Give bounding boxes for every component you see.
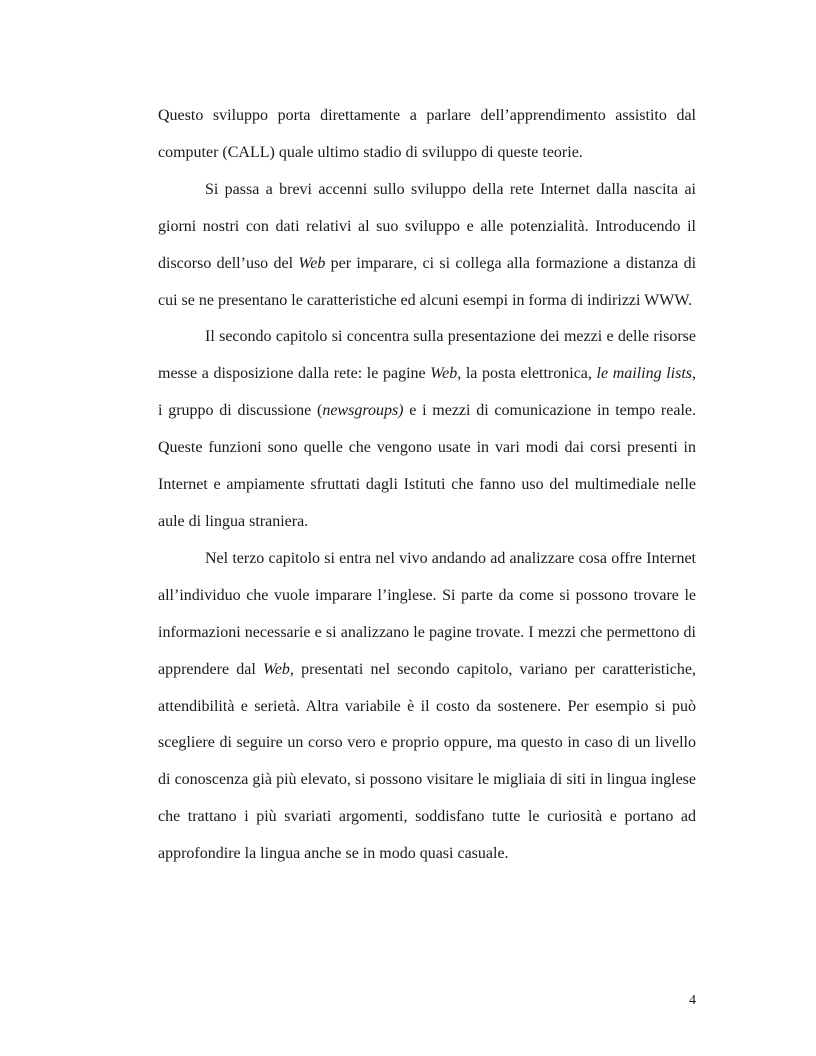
paragraph-text: Questo sviluppo porta direttamente a parlare dell’apprendimento assistito dal computer (CALL) quale ultimo stadio di sviluppo di queste teorie. xyxy=(158,107,696,161)
document-body xyxy=(158,98,696,873)
paragraph-text: per imparare, ci si collega alla formazione a distanza di cui se ne presentano le caratteristiche ed alcuni esempi in forma di indirizzi WWW. xyxy=(158,254,697,309)
paragraph-2 xyxy=(158,172,696,320)
italic-term: Web xyxy=(298,254,326,272)
italic-term: Web xyxy=(430,365,458,383)
paragraph-text: Nel terzo capitolo si entra nel vivo andando ad analizzare cosa offre Internet all’individuo che vuole imparare l’inglese. Si parte da come si possono trovare le informazioni necessarie e si analizzano le pagine trovate. I mezzi che permettono di apprendere dal xyxy=(158,549,696,678)
paragraph-text: Si passa a brevi accenni sullo sviluppo della rete Internet dalla nascita ai giorni nostri con dati relativi al suo sviluppo e alle potenzialità. Introducendo il discorso dell’uso del xyxy=(158,180,696,272)
paragraph-4 xyxy=(158,541,696,873)
paragraph-text: e i mezzi di comunicazione in tempo reale. Queste funzioni sono quelle che vengono usate in vari modi dai corsi presenti in Internet e ampiamente sfruttati dagli Istituti che fanno uso del multimediale nelle aule di lingua straniera. xyxy=(158,402,697,530)
paragraph-text: , la posta elettronica, xyxy=(457,365,597,383)
italic-term: le mailing lists xyxy=(596,365,692,383)
paragraph-text: presentati nel secondo capitolo, variano per caratteristiche, attendibilità e serietà. Altra variabile è il costo da sostenere. Per esempio si può scegliere di seguire un corso vero e proprio oppure, ma questo in caso di un livello di conoscenza già più elevato, si possono visitare le migliaia di siti in lingua inglese che trattano i più svariati argomenti, soddisfano tutte le curiosità e portano ad approfondire la lingua anche se in modo quasi casuale. xyxy=(158,660,697,863)
italic-term: newsgroups) xyxy=(322,402,404,420)
paragraph-1 xyxy=(158,98,696,172)
paragraph-text: , i gruppo di discussione ( xyxy=(158,365,696,420)
italic-term: Web, xyxy=(262,660,294,678)
page-number: 4 xyxy=(689,993,696,1008)
paragraph-3 xyxy=(158,319,696,540)
paragraph-text: Il secondo capitolo si concentra sulla presentazione dei mezzi e delle risorse messe a disposizione dalla rete: le pagine xyxy=(158,328,696,383)
